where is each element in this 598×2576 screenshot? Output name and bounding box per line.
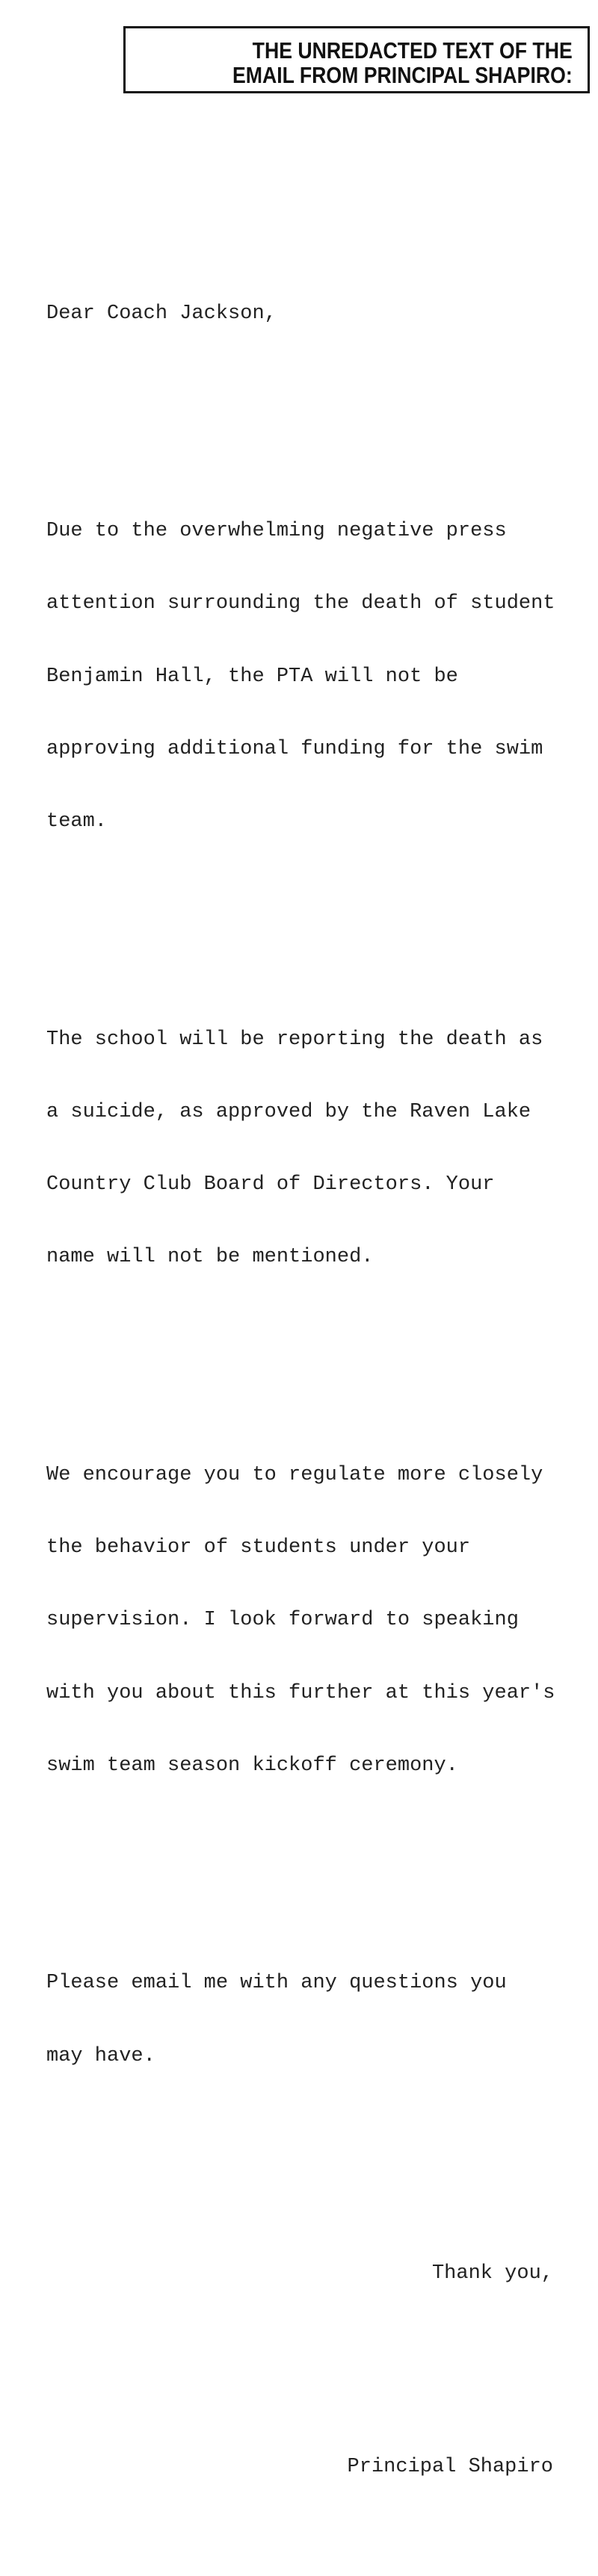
text-line: The school will be reporting the death as bbox=[46, 1028, 543, 1051]
text-line: swim team season kickoff ceremony. bbox=[46, 1754, 458, 1777]
text-line: with you about this further at this year's bbox=[46, 1681, 555, 1704]
text-line: Benjamin Hall, the PTA will not be bbox=[46, 665, 458, 688]
text-line: We encourage you to regulate more closely bbox=[46, 1463, 543, 1486]
signature-block bbox=[46, 2407, 570, 2528]
closing-block bbox=[46, 2213, 570, 2334]
caption-box bbox=[123, 26, 590, 93]
text-line: Country Club Board of Directors. Your bbox=[46, 1173, 495, 1197]
text-line: supervision. I look forward to speaking bbox=[46, 1609, 519, 1632]
text-line: attention surrounding the death of student bbox=[46, 592, 555, 615]
email-letter bbox=[46, 205, 570, 2576]
text-line: Please email me with any questions you bbox=[46, 1972, 507, 1995]
text-line: a suicide, as approved by the Raven Lake bbox=[46, 1100, 531, 1123]
closing-line: Thank you, bbox=[431, 2262, 553, 2285]
paragraph-3 bbox=[46, 1415, 570, 1826]
paragraph-4 bbox=[46, 1923, 570, 2117]
text-line: approving additional funding for the swim bbox=[46, 737, 543, 760]
caption-line: EMAIL FROM PRINCIPAL SHAPIRO: bbox=[232, 62, 573, 88]
greeting bbox=[46, 253, 570, 374]
paragraph-2 bbox=[46, 979, 570, 1318]
signature-line: Principal Shapiro bbox=[347, 2456, 553, 2479]
text-line: name will not be mentioned. bbox=[46, 1246, 374, 1269]
text-line: the behavior of students under your bbox=[46, 1536, 471, 1559]
greeting-line: Dear Coach Jackson, bbox=[46, 302, 277, 325]
text-line: team. bbox=[46, 810, 108, 834]
text-line: may have. bbox=[46, 2044, 155, 2067]
paragraph-1 bbox=[46, 471, 570, 882]
text-line: Due to the overwhelming negative press bbox=[46, 520, 507, 543]
caption-line: THE UNREDACTED TEXT OF THE bbox=[252, 37, 573, 63]
